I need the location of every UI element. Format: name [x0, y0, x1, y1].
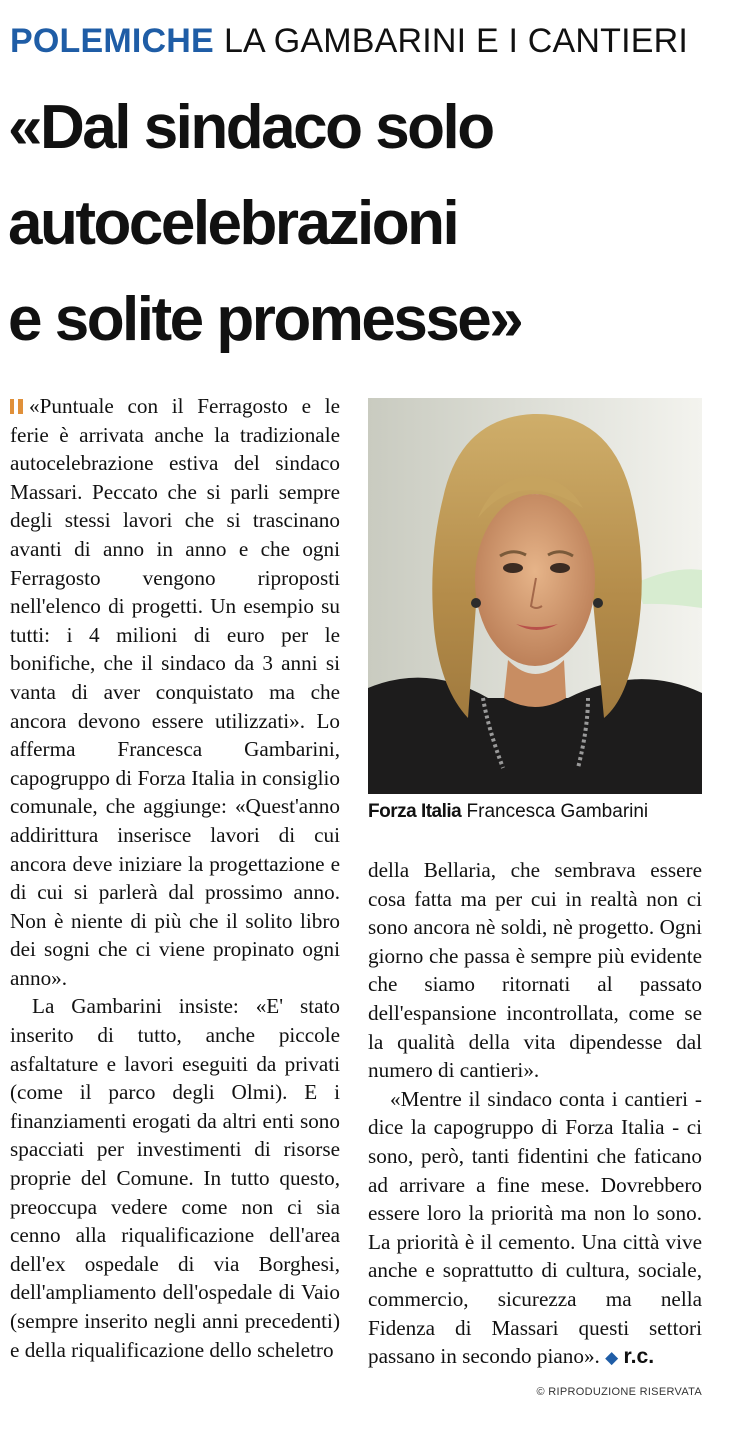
headline-line-1: «Dal sindaco solo: [8, 93, 493, 162]
paragraph-3-text: «Mentre il sindaco conta i cantieri - dice la capogruppo di Forza Italia - ci sono, però, tanti fidentini che faticano ad arrivare a fine mese. Dovrebbero essere loro la priorità ma non lo sono. La priorità è il cemento. Una città vive anche e soprattutto di cultura, sociale, commercio, sicurezza ma nella Fidenza di Massari questi settori passano in secondo piano».: [368, 1086, 702, 1369]
diamond-icon: ◆: [605, 1348, 619, 1368]
copyright-notice: © RIPRODUZIONE RISERVATA: [536, 1386, 702, 1398]
headline-line-3: e solite promesse»: [8, 285, 522, 354]
kicker-category: POLEMICHE: [10, 22, 214, 60]
paragraph-2-start: La Gambarini insiste: «E' stato inserito di tutto, anche piccole asfaltature e lavori eseguiti da privati (come il parco degli Olmi). E i finanziamenti erogati da altri enti sono spacciati per investimenti di risorse proprie del Comune. In tutto questo, preoccupa vedere come non ci sia cenno alla riqualificazione dell'area dell'ex ospedale di via Borghesi, dell'ampliamento dell'ospedale di Vaio (sempre inserito negli anni precedenti) e della riqualificazione dello scheletro: [10, 994, 340, 1362]
kicker-topic: LA GAMBARINI E I CANTIERI: [223, 22, 689, 60]
body-column-left: [10, 392, 340, 1364]
paragraph-3: [368, 1085, 702, 1373]
headline-line-2: autocelebrazioni: [8, 189, 458, 258]
portrait-photo: [368, 398, 702, 794]
paragraph-start-marker-icon: [10, 399, 23, 414]
headline: [8, 80, 724, 368]
kicker: [10, 22, 726, 68]
paragraph-1-text: «Puntuale con il Ferragosto e le ferie è arrivata anche la tradizionale autocelebrazione estiva del sindaco Massari. Peccato che si parli sempre degli stessi lavori che si trascinano avanti di anno in anno e che ogni Ferragosto vengono riproposti nell'elenco di progetti. Un esempio su tutti: i 4 milioni di euro per le bonifiche, che il sindaco da 3 anni si vanta di aver conquistato ma che ancora devono essere utilizzati». Lo afferma Francesca Gambarini, capogruppo di Forza Italia in consiglio comunale, che aggiunge: «Quest'anno addirittura inserisce lavori di cui ancora deve iniziare la progettazione e di cui si parlerà dal prossimo anno. Non è niente di più che il solito libro dei sogni che ci viene propinato ogni anno».: [10, 394, 340, 990]
portrait-image: [368, 398, 702, 794]
author-signature: r.c.: [623, 1345, 655, 1369]
caption-name: Francesca Gambarini: [466, 801, 649, 822]
photo-caption: [368, 801, 708, 823]
paragraph-2-continued: della Bellaria, che sembrava essere cosa fatta ma per cui in realtà non ci sono ancora nè soldi, nè progetto. Ogni giorno che passa è sempre più evidente che siamo ritornati al passato dell'espansione incontrollata, come se la qualità della vita dipendesse dal numero di cantieri».: [368, 858, 702, 1083]
paragraph-1: [10, 392, 340, 992]
caption-label: Forza Italia: [368, 801, 462, 822]
body-column-right: [368, 856, 702, 1373]
